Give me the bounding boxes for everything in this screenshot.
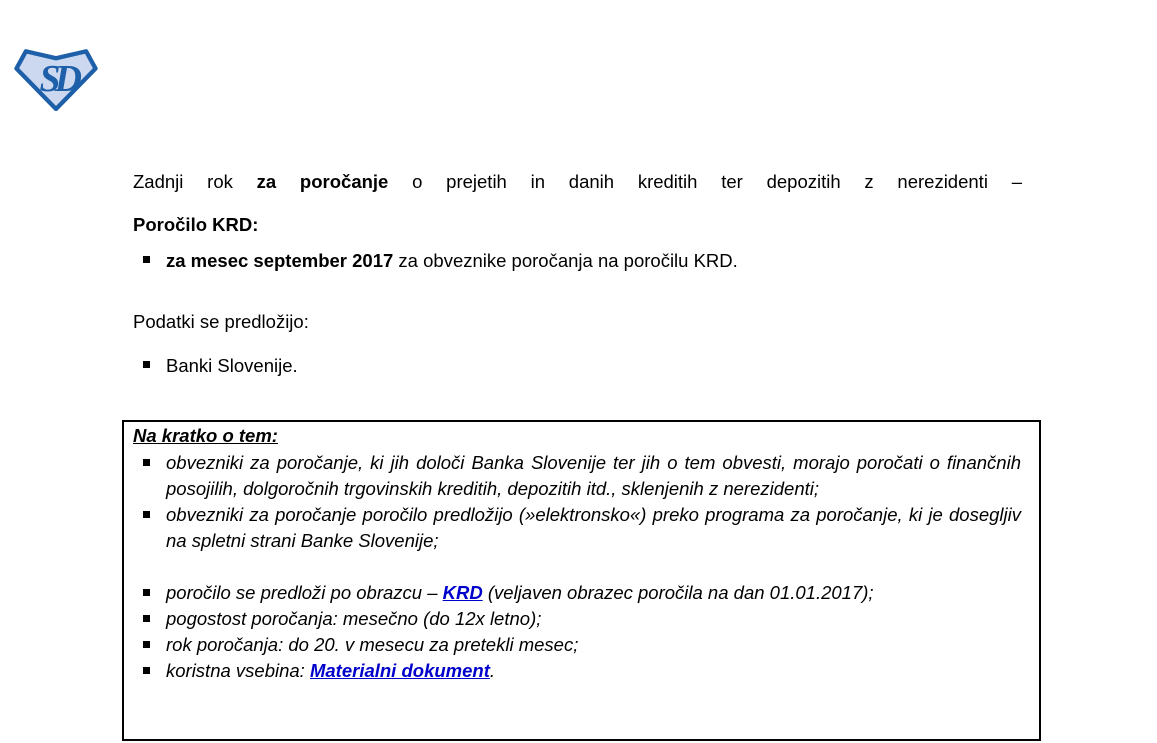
krd-link[interactable]: KRD — [442, 582, 483, 603]
intro-run-2-bold: za poročanje — [256, 171, 389, 192]
vsebina-pre: koristna vsebina: — [166, 660, 310, 681]
box-bullet-obrazec — [133, 580, 1021, 606]
deadline-bullet-text — [166, 247, 738, 274]
square-bullet-icon — [143, 361, 150, 368]
box-bullet-text: obvezniki za poročanje poročilo predložijo (»elektronsko«) preko programa za poročanje, ki je dosegljiv na spletni strani Banke Slovenije; — [166, 504, 1021, 551]
box-bullet-koristna-vsebina — [133, 658, 1021, 684]
intro-line-1 — [133, 160, 1022, 203]
box-bullet-text — [166, 580, 1021, 606]
square-bullet-icon — [143, 256, 150, 263]
summary-box-title: Na kratko o tem: — [133, 425, 278, 446]
sd-shield-icon — [13, 45, 99, 111]
box-bullet-text: pogostost poročanja: mesečno (do 12x letno); — [166, 608, 542, 629]
square-bullet-icon — [143, 615, 150, 622]
sd-logo — [13, 45, 99, 111]
summary-box — [122, 420, 1041, 741]
submit-heading: Podatki se predložijo: — [133, 311, 309, 332]
square-bullet-icon — [143, 641, 150, 648]
square-bullet-icon — [143, 589, 150, 596]
box-bullet-obvezniki-2 — [133, 502, 1021, 554]
intro-run-3: o prejetih in danih kreditih ter depozitih z nerezidenti – — [388, 171, 1022, 192]
submit-bullet-text: Banki Slovenije. — [166, 355, 298, 376]
obrazec-pre: poročilo se predloži po obrazcu – — [166, 582, 443, 603]
square-bullet-icon — [143, 459, 150, 466]
intro-paragraph — [133, 160, 1022, 246]
obrazec-post: (veljaven obrazec poročila na dan 01.01.2017); — [482, 582, 874, 603]
logo-letters: SD — [39, 57, 76, 100]
intro-run-1: Zadnji rok — [133, 171, 257, 192]
box-bullet-rok — [133, 632, 1021, 658]
deadline-bold: za mesec september 2017 — [166, 250, 394, 271]
materialni-dokument-link[interactable]: Materialni dokument — [309, 660, 490, 681]
deadline-rest: za obveznike poročanja na poročilu KRD. — [393, 250, 738, 271]
square-bullet-icon — [143, 667, 150, 674]
submit-bullet — [143, 352, 1022, 379]
intro-line-2: Poročilo KRD: — [133, 214, 259, 235]
square-bullet-icon — [143, 511, 150, 518]
box-bullet-text — [166, 658, 1021, 684]
box-bullet-pogostost — [133, 606, 1021, 632]
box-bullet-text: obvezniki za poročanje, ki jih določi Banka Slovenije ter jih o tem obvesti, morajo poročati o finančnih posojilih, dolgoročnih trgovinskih kreditih, depozitih itd., sklenjenih z nerezidenti; — [166, 452, 1021, 499]
deadline-bullet — [143, 247, 1022, 274]
spacer — [133, 554, 1021, 580]
vsebina-post: . — [489, 660, 495, 681]
box-bullet-text: rok poročanja: do 20. v mesecu za pretekli mesec; — [166, 634, 579, 655]
box-bullet-obvezniki-1 — [133, 450, 1021, 502]
